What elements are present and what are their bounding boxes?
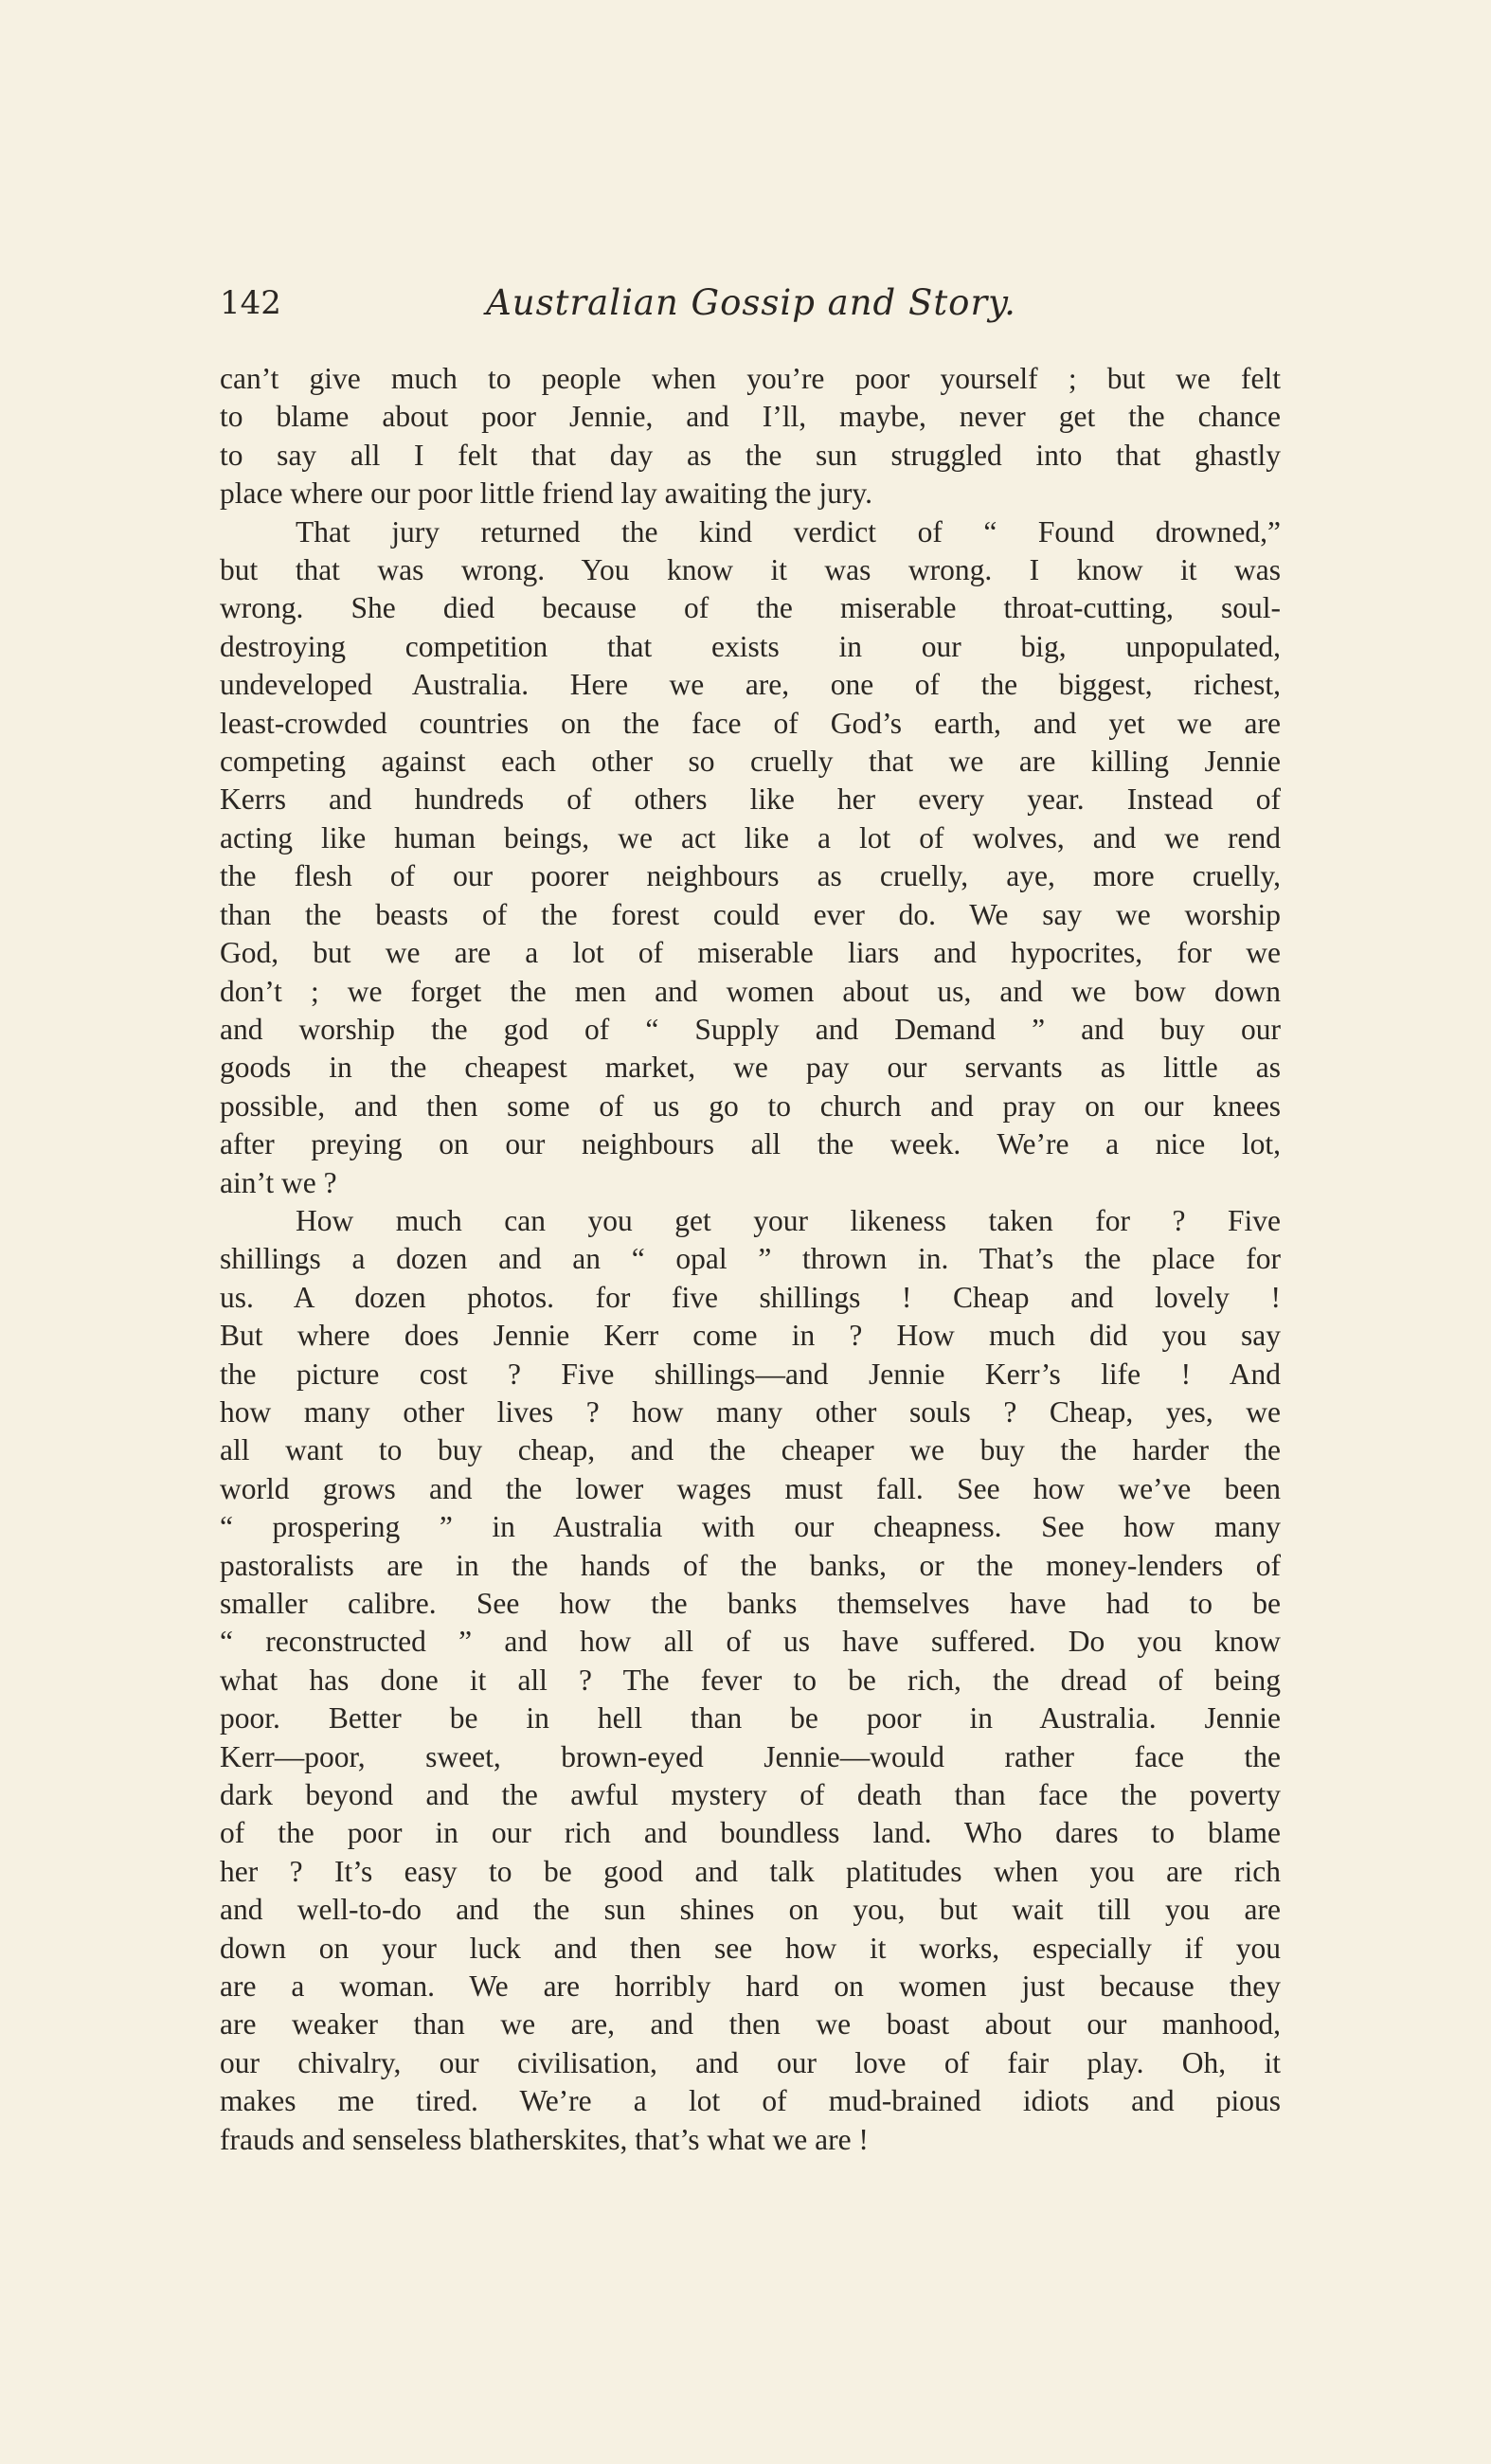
text-line: destroying competition that exists in our big, unpopulated, <box>220 629 1281 663</box>
text-line: can’t give much to people when you’re poor yourself ; but we felt <box>220 362 1281 395</box>
text-line: least-crowded countries on the face of God’s earth, and yet we are <box>220 706 1281 740</box>
text-line: than the beasts of the forest could ever do. We say we worship <box>220 897 1281 931</box>
text-line: poor. Better be in hell than be poor in Australia. Jennie <box>220 1701 1281 1736</box>
text-line: “ reconstructed ” and how all of us have suffered. Do you know <box>220 1625 1281 1659</box>
text-line: and well-to-do and the sun shines on you, but wait till you are <box>220 1893 1281 1927</box>
text-line: to say all I felt that day as the sun struggled into that ghastly <box>220 438 1281 472</box>
text-line: her ? It’s easy to be good and talk platitudes when you are rich <box>220 1854 1281 1888</box>
text-line: are a woman. We are horribly hard on women just because they <box>220 1969 1281 2004</box>
text-line: That jury returned the kind verdict of “ Found drowned,” <box>296 514 1281 549</box>
text-line: “ prospering ” in Australia with our cheapness. See how many <box>220 1510 1281 1544</box>
text-line: and worship the god of “ Supply and Demand ” and buy our <box>220 1012 1281 1046</box>
text-line: shillings a dozen and an “ opal ” thrown in. That’s the place for <box>220 1242 1281 1276</box>
text-line: God, but we are a lot of miserable liars and hypocrites, for we <box>220 936 1281 970</box>
text-line: But where does Jennie Kerr come in ? How much did you say <box>220 1319 1281 1353</box>
text-line: Kerrs and hundreds of others like her every year. Instead of <box>220 782 1281 817</box>
text-line: makes me tired. We’re a lot of mud-brained idiots and pious <box>220 2084 1281 2118</box>
text-line: ain’t we ? <box>220 1165 337 1199</box>
text-line: but that was wrong. You know it was wrong. I know it was <box>220 553 1281 587</box>
page-number: 142 <box>220 284 281 322</box>
text-line: after preying on our neighbours all the week. We’re a nice lot, <box>220 1127 1281 1161</box>
text-line: pastoralists are in the hands of the banks, or the money-lenders of <box>220 1548 1281 1582</box>
text-line: possible, and then some of us go to church and pray on our knees <box>220 1088 1281 1123</box>
running-title: Australian Gossip and Story. <box>486 282 1016 323</box>
paragraph <box>220 513 1281 1202</box>
text-line: the flesh of our poorer neighbours as cruelly, aye, more cruelly, <box>220 859 1281 893</box>
text-line: us. A dozen photos. for five shillings ! Cheap and lovely ! <box>220 1280 1281 1314</box>
text-line: acting like human beings, we act like a lot of wolves, and we rend <box>220 820 1281 854</box>
page-body-text <box>220 360 1281 2159</box>
page-header <box>220 282 1283 330</box>
text-line: dark beyond and the awful mystery of death than face the poverty <box>220 1778 1281 1812</box>
text-line: Kerr—poor, sweet, brown-eyed Jennie—would rather face the <box>220 1739 1281 1773</box>
text-line: wrong. She died because of the miserable throat-cutting, soul- <box>220 591 1281 625</box>
text-line: undeveloped Australia. Here we are, one of the biggest, richest, <box>220 668 1281 702</box>
text-line: are weaker than we are, and then we boast about our manhood, <box>220 2007 1281 2041</box>
text-line: goods in the cheapest market, we pay our servants as little as <box>220 1051 1281 1085</box>
text-line: frauds and senseless blatherskites, that’s what we are ! <box>220 2122 869 2156</box>
text-line: our chivalry, our civilisation, and our love of fair play. Oh, it <box>220 2045 1281 2079</box>
text-line: how many other lives ? how many other souls ? Cheap, yes, we <box>220 1394 1281 1429</box>
text-line: down on your luck and then see how it works, especially if you <box>220 1931 1281 1965</box>
text-line: smaller calibre. See how the banks themselves have had to be <box>220 1587 1281 1620</box>
paragraph <box>220 360 1281 513</box>
text-line: of the poor in our rich and boundless land. Who dares to blame <box>220 1816 1281 1850</box>
text-line: don’t ; we forget the men and women about us, and we bow down <box>220 974 1281 1008</box>
text-line: place where our poor little friend lay awaiting the jury. <box>220 477 872 511</box>
text-line: all want to buy cheap, and the cheaper we buy the harder the <box>220 1433 1281 1467</box>
text-line: the picture cost ? Five shillings—and Jennie Kerr’s life ! And <box>220 1357 1281 1391</box>
text-line: world grows and the lower wages must fall. See how we’ve been <box>220 1471 1281 1505</box>
text-line: to blame about poor Jennie, and I’ll, maybe, never get the chance <box>220 400 1281 434</box>
text-line: competing against each other so cruelly that we are killing Jennie <box>220 745 1281 779</box>
text-line: what has done it all ? The fever to be rich, the dread of being <box>220 1663 1281 1697</box>
paragraph <box>220 1202 1281 2159</box>
text-line: How much can you get your likeness taken for ? Five <box>296 1203 1281 1237</box>
